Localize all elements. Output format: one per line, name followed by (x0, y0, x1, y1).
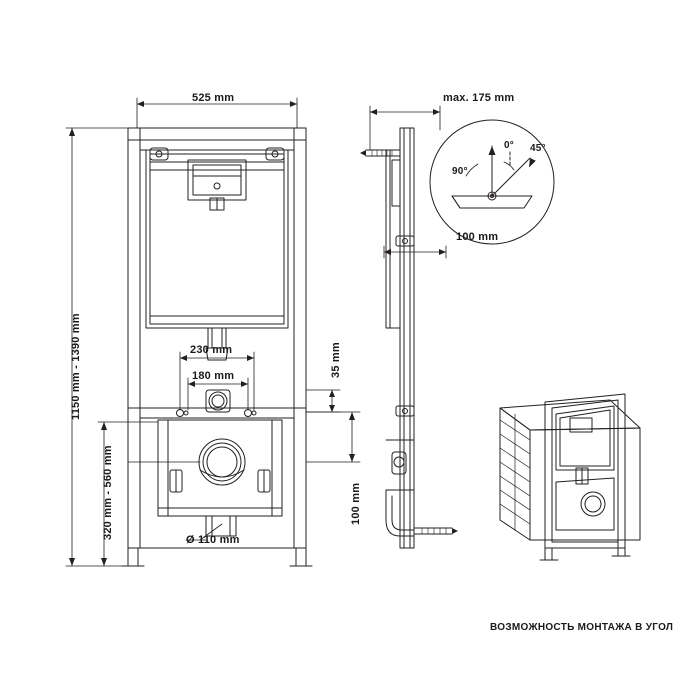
angle-label-vertical: 90° (452, 166, 468, 177)
dimension-pipe-diameter: Ø 110 mm (186, 534, 240, 546)
dimension-floor-range: 320 mm - 560 mm (102, 445, 114, 540)
corner-installation-view (500, 394, 640, 560)
angle-detail-bubble (430, 120, 554, 244)
dimension-depth-top: max. 175 mm (443, 92, 515, 104)
corner-installation-caption: ВОЗМОЖНОСТЬ МОНТАЖА В УГОЛ (490, 622, 674, 633)
angle-label-zero: 0° (504, 140, 514, 151)
dimension-width-top: 525 mm (192, 92, 235, 104)
angle-label-max: 45° (530, 143, 546, 154)
side-view-group (360, 128, 458, 548)
dimension-offset-100: 100 mm (350, 482, 362, 525)
dimension-outlet-spread: 230 mm (190, 344, 233, 356)
side-dimension-lines (370, 106, 446, 258)
dimension-height-range: 1150 mm - 1390 mm (70, 313, 82, 420)
dimension-offset-small: 35 mm (330, 342, 342, 378)
dimension-inner-spread: 180 mm (192, 370, 235, 382)
dimension-depth-100: 100 mm (456, 231, 499, 243)
